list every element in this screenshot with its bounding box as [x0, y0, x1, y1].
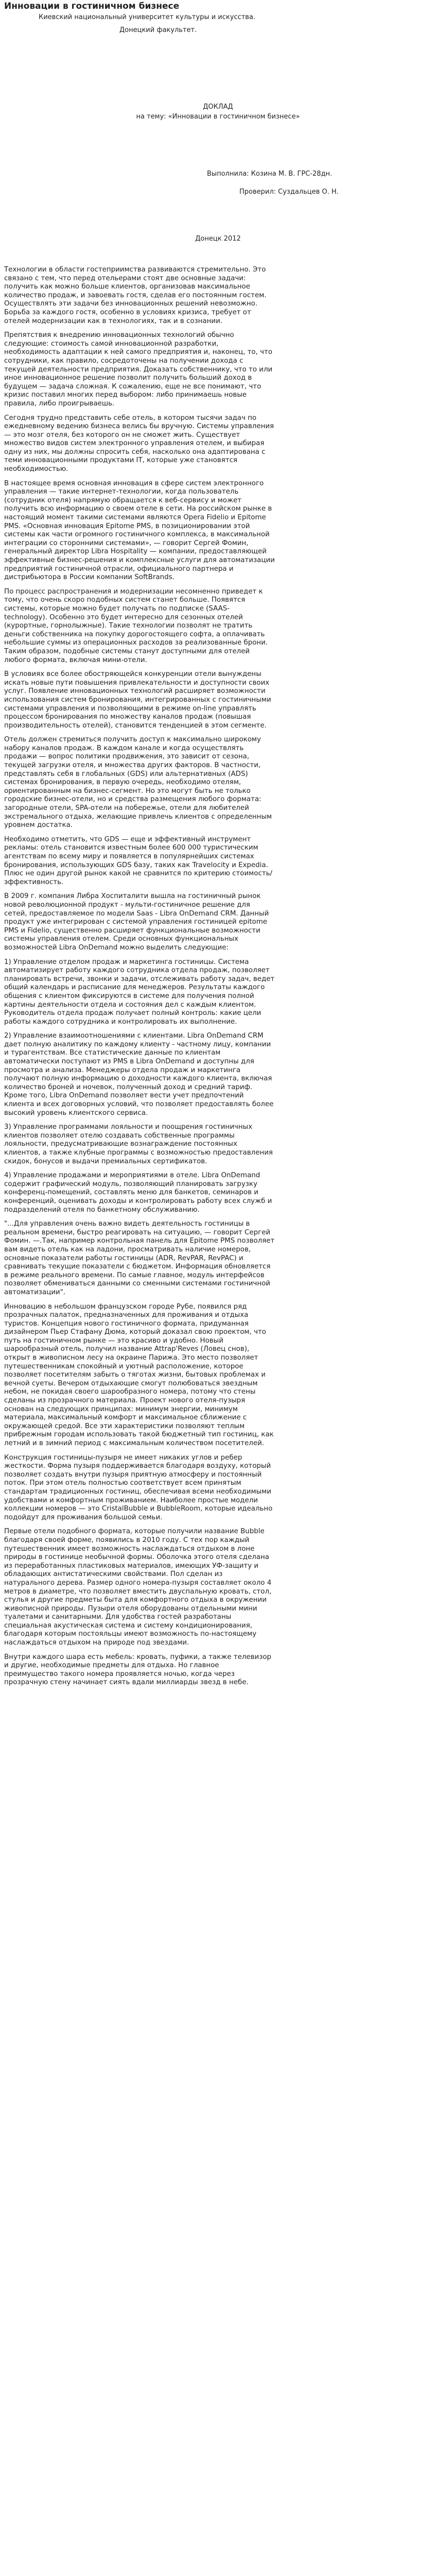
- body-paragraph: 3) Управление программами лояльности и поощрения гостиничных клиентов позволяет отелю создавать собственные программы лояльности, предусматривающие вознаграждение постоянных клиентов, а также клубные программы с возможностью предоставления скидок, бонусов и выдачи премиальных сертификатов.: [4, 1123, 273, 1165]
- report-body: [4, 266, 275, 1693]
- body-paragraph: Отель должен стремиться получить доступ к максимально широкому набору каналов продаж. В каждом канале и когда осуществлять продажи — вопрос политики продвижения, это зависит от сезона, текущей загрузки отеля, и множества других факторов. В частности, представлять себя в глобальных (GDS) или альтернативных (ADS) системах бронирования, в первую очередь, необходимо отелям, ориентированным на бизнес-сегмент. Но это могут быть не только городские бизнес-отели, но и средства размещения любого формата: загородные отели, SPA-отели на побережье, отели для любителей экстремального отдыха, желающие привлечь клиентов с определенным уровнем достатка.: [4, 736, 272, 829]
- city-year: Донецк 2012: [195, 235, 241, 243]
- body-paragraph: Конструкция гостиницы-пузыря не имеет никаких углов и ребер жесткости. Форма пузыря поддерживается благодаря воздуху, который позволяет создать внутри пузыря приятную атмосферу и постоянный поток. При этом отель полностью соответствует всем принятым стандартам традиционных гостиниц, обеспечивая всеми необходимыми удобствами и комфортным проживанием. Наиболее простые модели коллекции номеров — это CristalBubble и BubbleRoom, которые идеально подойдут для проживания большой семьи.: [4, 1453, 273, 1521]
- body-paragraph: Сегодня трудно представить себе отель, в котором тысячи задач по ежедневному ведению бизнеса велись бы вручную. Системы управления — это мозг отеля, без которого он не сможет жить. Существует множество видов систем электронного управления отелем, и выбирая одну из них, мы должны спросить себя, насколько она адаптирована с теми инновационными продуктами IT, которые уже становятся необходимостью.: [4, 414, 274, 473]
- body-paragraph: В условиях все более обостряющейся конкуренции отели вынуждены искать новые пути повышения привлекательности и доступности своих услуг. Появление инновационных технологий расширяет возможности использования систем бронирования, интегрированных с гостиничными системами управления и позволяющими в режиме on-line управлять процессом бронирования по множеству каналов продаж (повышая производительность отелей), становится тенденцией в этом сегменте.: [4, 670, 271, 730]
- body-paragraph: Необходимо отметить, что GDS — еще и эффективный инструмент рекламы: отель становится известным более 600 000 туристическим агентствам по всему миру и появляется в популярнейших системах бронирования, использующих GDS базу, таких как Travelocity и Expedia. Плюс не один другой рынок какой не сравнится по критерию стоимость/эффективность.: [4, 835, 273, 886]
- body-paragraph: Внутри каждого шара есть мебель: кровать, пуфики, а также телевизор и другие, необходимые предметы для отдыха. Но главное преимущество такого номера проявляется ночью, когда через прозрачную стену начинает сиять вдали миллиарды звезд в небе.: [4, 1653, 272, 1687]
- body-paragraph: "...Для управления очень важно видеть деятельность гостиницы в реальном времени, быстро реагировать на ситуацию, — говорит Сергей Фомин. —.Так, например контрольная панель для Epitome PMS позволяет вам видеть отель как на ладони, просматривать наличие номеров, основные показатели работы гостиницы (ADR, RevPAR, RevPAC) и сравнивать текущие показатели с бюджетом. Информация обновляется в режиме реального времени. По самые главное, модуль интерфейсов позволяет обмениваться данными со сменными системами гостиничной автоматизации".: [4, 1220, 275, 1296]
- report-topic: на тему: «Инновации в гостиничном бизнесе»: [136, 113, 300, 121]
- body-paragraph: По процесс распространения и модернизации несомненно приведет к тому, что очень скоро подобных систем станет больше. Появятся системы, которые можно будет получать по подписке (SAAS- technology). Особенно это будет интересно для сезонных отелей (курортные, горнолыжные). Такие технологии позволят не тратить деньги собственника на покупку дорогостоящего софта, а оплачивать небольшие суммы из операционных расходов за реализованные брони. Таким образом, подобные системы станут доступными для отелей любого формата, включая мини-отели.: [4, 587, 268, 664]
- body-paragraph: 2) Управление взаимоотношениями с клиентами. Libra OnDemand CRM дает полную аналитику по каждому клиенту - частному лицу, компании и турагентствам. Все статистические данные по клиентам автоматически поступают из PMS в Libra OnDemand и доступны для просмотра и анализа. Менеджеры отдела продаж и маркетинга получают полную информацию о доходности каждого клиента, включая количество броней и ночевок, полученный доход и средний тариф. Кроме того, Libra OnDemand позволяет вести учет предпочтений клиента и всех договорных условий, что позволяет предоставлять более высокий уровень клиентского сервиса.: [4, 1032, 274, 1117]
- faculty-name: Донецкий факультет.: [119, 26, 197, 34]
- body-paragraph: 4) Управление продажами и мероприятиями в отеле. Libra OnDemand содержит графический модуль, позволяющий планировать загрузку конференц-помещений, составлять меню для банкетов, семинаров и конференций, оценивать доходы и контролировать работу всех служб и подразделений отеля по банкетному обслуживанию.: [4, 1172, 272, 1214]
- performed-by: Выполнила: Козина М. В. ГРС-28дн.: [207, 170, 333, 178]
- page-title: Инновации в гостиничном бизнесе: [4, 1, 180, 11]
- body-paragraph: Первые отели подобного формата, которые получили название Bubble благодаря своей форме, появились в 2010 году. С тех пор каждый путешественник имеет возможность наслаждаться отдыхом в лоне природы в гостинице необычной формы. Оболочка этого отеля сделана из переработанных пластиковых материалов, имеющих УФ-защиту и обладающих антистатическими свойствами. Пол сделан из натурального дерева. Размер одного номера-пузыря составляет около 4 метров в диаметре, что позволяет вместить двуспальную кровать, стол, стулья и другие предметы быта для комфортного отдыха в окружении живописной природы. Пузыри отеля оборудованы отдельными мини туалетами и санитарными. Для удобства гостей разработаны специальная акустическая система и систему кондиционирования, благодаря которым постояльцы имеют возможность по-настоящему наслаждаться отдыхом на природе под звездами.: [4, 1528, 272, 1647]
- body-paragraph: Препятствия к внедрению инновационных технологий обычно следующие: стоимость самой инновационной разработки, необходимость адаптации к ней самого предприятия и, наконец, то, что сотрудники, как правило, сосредоточены на получении дохода с текущей деятельности предприятия. Доказать собственнику, что то или иное инновационное решение позволит получить больший доход в будущем — задача сложная. К сожалению, еще не все понимают, что кризис поставил многих перед выбором: либо принимаешь новые правила, либо проигрываешь.: [4, 331, 273, 408]
- body-paragraph: Технологии в области гостеприимства развиваются стремительно. Это связано с тем, что перед отельерами стоят две основные задачи: получить как можно больше клиентов, организовав максимальное количество продаж, и завоевать гостя, сделав его постоянным гостем. Осуществлять эти задачи без инновационных решений невозможно. Борьба за каждого гостя, особенно в условиях кризиса, требует от отелей модернизации как в технологиях, так и в сознании.: [4, 266, 267, 325]
- checked-by: Проверил: Суздальцев О. Н.: [239, 188, 339, 196]
- body-paragraph: В настоящее время основная инновация в сфере систем электронного управления — такие интернет-технологии, когда пользователь (сотрудник отеля) напрямую обращается к веб-сервису и может получить всю информацию о своем отеле в сети. На российском рынке в настоящий момент такими системами являются Opera Fidelio и Epitome PMS. «Основная инновация Epitome PMS, в позиционировании этой системы как части огромного гостиничного комплекса, в максимальной интеграции со сторонними системами», — говорит Сергей Фомин, генеральный директор Libra Hospitality — компании, предоставляющей эффективные бизнес-решения и комплексные услуги для автоматизации предприятий гостиничной отрасли, официального партнера и дистрибьютора в России компании SoftBrands.: [4, 479, 275, 582]
- body-paragraph: 1) Управление отделом продаж и маркетинга гостиницы. Система автоматизирует работу каждого сотрудника отдела продаж, позволяет планировать встречи, звонки и задачи, отслеживать работу задач, ведет общий календарь и расписание для менеджеров. Результаты каждого общения с клиентом фиксируются в системе для получения полной картины деятельности отдела и состояния дел с каждым клиентом. Руководитель отдела продаж получает полный контроль: какие цели работы каждого сотрудника и контролировать их выполнение.: [4, 958, 275, 1026]
- body-paragraph: В 2009 г. компания Либра Хоспиталити вышла на гостиничный рынок новой революционной продукт - мульти-гостиничное решение для сетей, предоставляемое по модели Saas - Libra OnDemand CRM. Данный продукт уже интегрирован с системой управления гостиницей epitome PMS и Fidelio, существенно расширяет функциональные возможности системы управления отелем. Среди основных функциональных возможностей Libra OnDemand можно выделить следующие:: [4, 892, 269, 952]
- report-type: ДОКЛАД: [203, 103, 233, 111]
- university-name: Киевский национальный университет культуры и искусства.: [39, 13, 256, 21]
- body-paragraph: Инновацию в небольшом французском городе Рубе, появился ряд прозрачных палаток, предназначенных для проживания и отдыха туристов. Концепция нового гостиничного формата, придуманная дизайнером Пьер Стафану Дюма, который доказал свою проектом, что путь на гостиничном рынке — это красиво и удобно. Новый шарообразный отель, получил название Attrap'Reves (Ловец снов), открыт в живописном лесу на окраине Парижа. Это место позволяет путешественникам спокойный и уютный расположение, которое позволяет посетителям забыть о тяготах жизни, бытовых проблемах и вечной суеты. Вечером отдыхающие смогут полюбоваться звездным небом, не покидая своего шарообразного номера, потому что стены сделаны из прозрачного материала. Проект нового отеля-пузыря основан на следующих принципах: минимум энергии, минимум материала, максимальный комфорт и максимальное сближение с окружающей средой. Все эти характеристики позволяют теплым прибрежным городам использовать такой бюджетный тип гостиниц, как летний и в зимний период с максимальным количеством посетителей.: [4, 1302, 274, 1447]
